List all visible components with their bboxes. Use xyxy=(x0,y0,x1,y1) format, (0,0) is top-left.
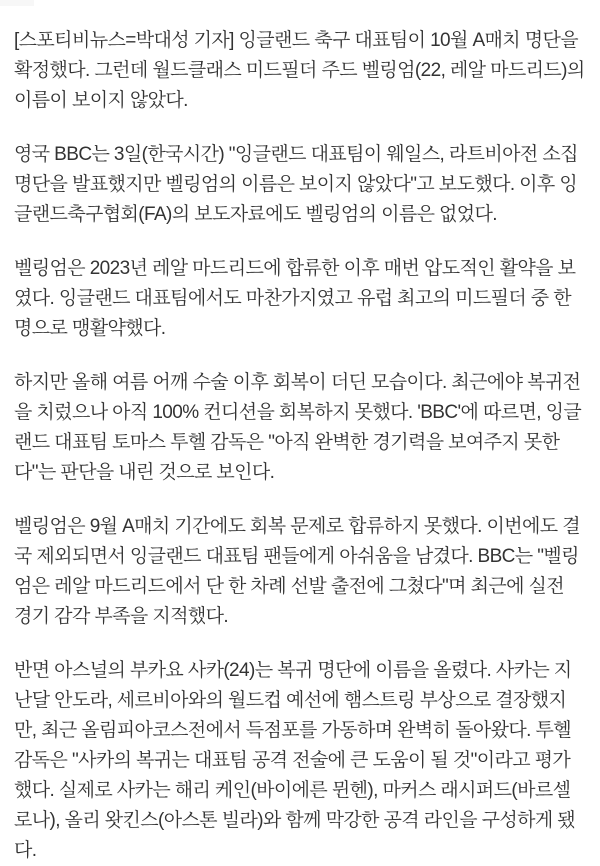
article-paragraph-byline-lead: [스포티비뉴스=박대성 기자] 잉글랜드 축구 대표팀이 10월 A매치 명단을 확정했다. 그런데 월드클래스 미드필더 주드 벨링엄(22, 레알 마드리드)의 이름이 보이지 않았다. xyxy=(14,30,585,111)
article-paragraph-september-absence: 벨링엄은 9월 A매치 기간에도 회복 문제로 합류하지 못했다. 이번에도 결국 제외되면서 잉글랜드 대표팀 팬들에게 아쉬움을 남겼다. BBC는 "벨링엄은 레알 마드리드에서 단 한 차례 선발 출전에 그쳤다"며 최근에 실전 경기 감각 부족을 지적했다. xyxy=(14,516,580,627)
article-paragraph-injury-recovery: 하지만 올해 여름 어깨 수술 이후 회복이 더딘 모습이다. 최근에야 복귀전을 치렀으나 아직 100% 컨디션을 회복하지 못했다. 'BBC'에 따르면, 잉글랜드 대표팀 토마스 투헬 감독은 "아직 완벽한 경기력을 보여주지 못한다"는 판단을 내린 것으로 보인다. xyxy=(14,372,582,483)
article-paragraph-saka-return: 반면 아스널의 부카요 사카(24)는 복귀 명단에 이름을 올렸다. 사카는 지난달 안도라, 세르비아와의 월드컵 예선에 햄스트링 부상으로 결장했지만, 최근 올림피아코스전에서 득점포를 가동하며 완벽히 돌아왔다. 투헬 감독은 "사카의 복귀는 대표팀 공격 전술에 큰 도움이 될 것"이라고 평가했다. 실제로 사카는 해리 케인(바이에른 뮌헨), 마커스 래시퍼드(바르셀로나), 올리 왓킨스(아스톤 빌라)와 함께 막강한 공격 라인을 구성하게 됐다. xyxy=(14,660,576,861)
article-paragraph-bellingham-career: 벨링엄은 2023년 레알 마드리드에 합류한 이후 매번 압도적인 활약을 보였다. 잉글랜드 대표팀에서도 마찬가지였고 유럽 최고의 미드필더 중 한 명으로 맹활약했다. xyxy=(14,258,576,339)
screenshot-corner-artifact xyxy=(0,0,34,6)
article-paragraph-bbc-report: 영국 BBC는 3일(한국시간) "잉글랜드 대표팀이 웨일스, 라트비아전 소집 명단을 발표했지만 벨링엄의 이름은 보이지 않았다"고 보도했다. 이후 잉글랜드축구협회(FA)의 보도자료에도 벨링엄의 이름은 없었다. xyxy=(14,144,578,225)
